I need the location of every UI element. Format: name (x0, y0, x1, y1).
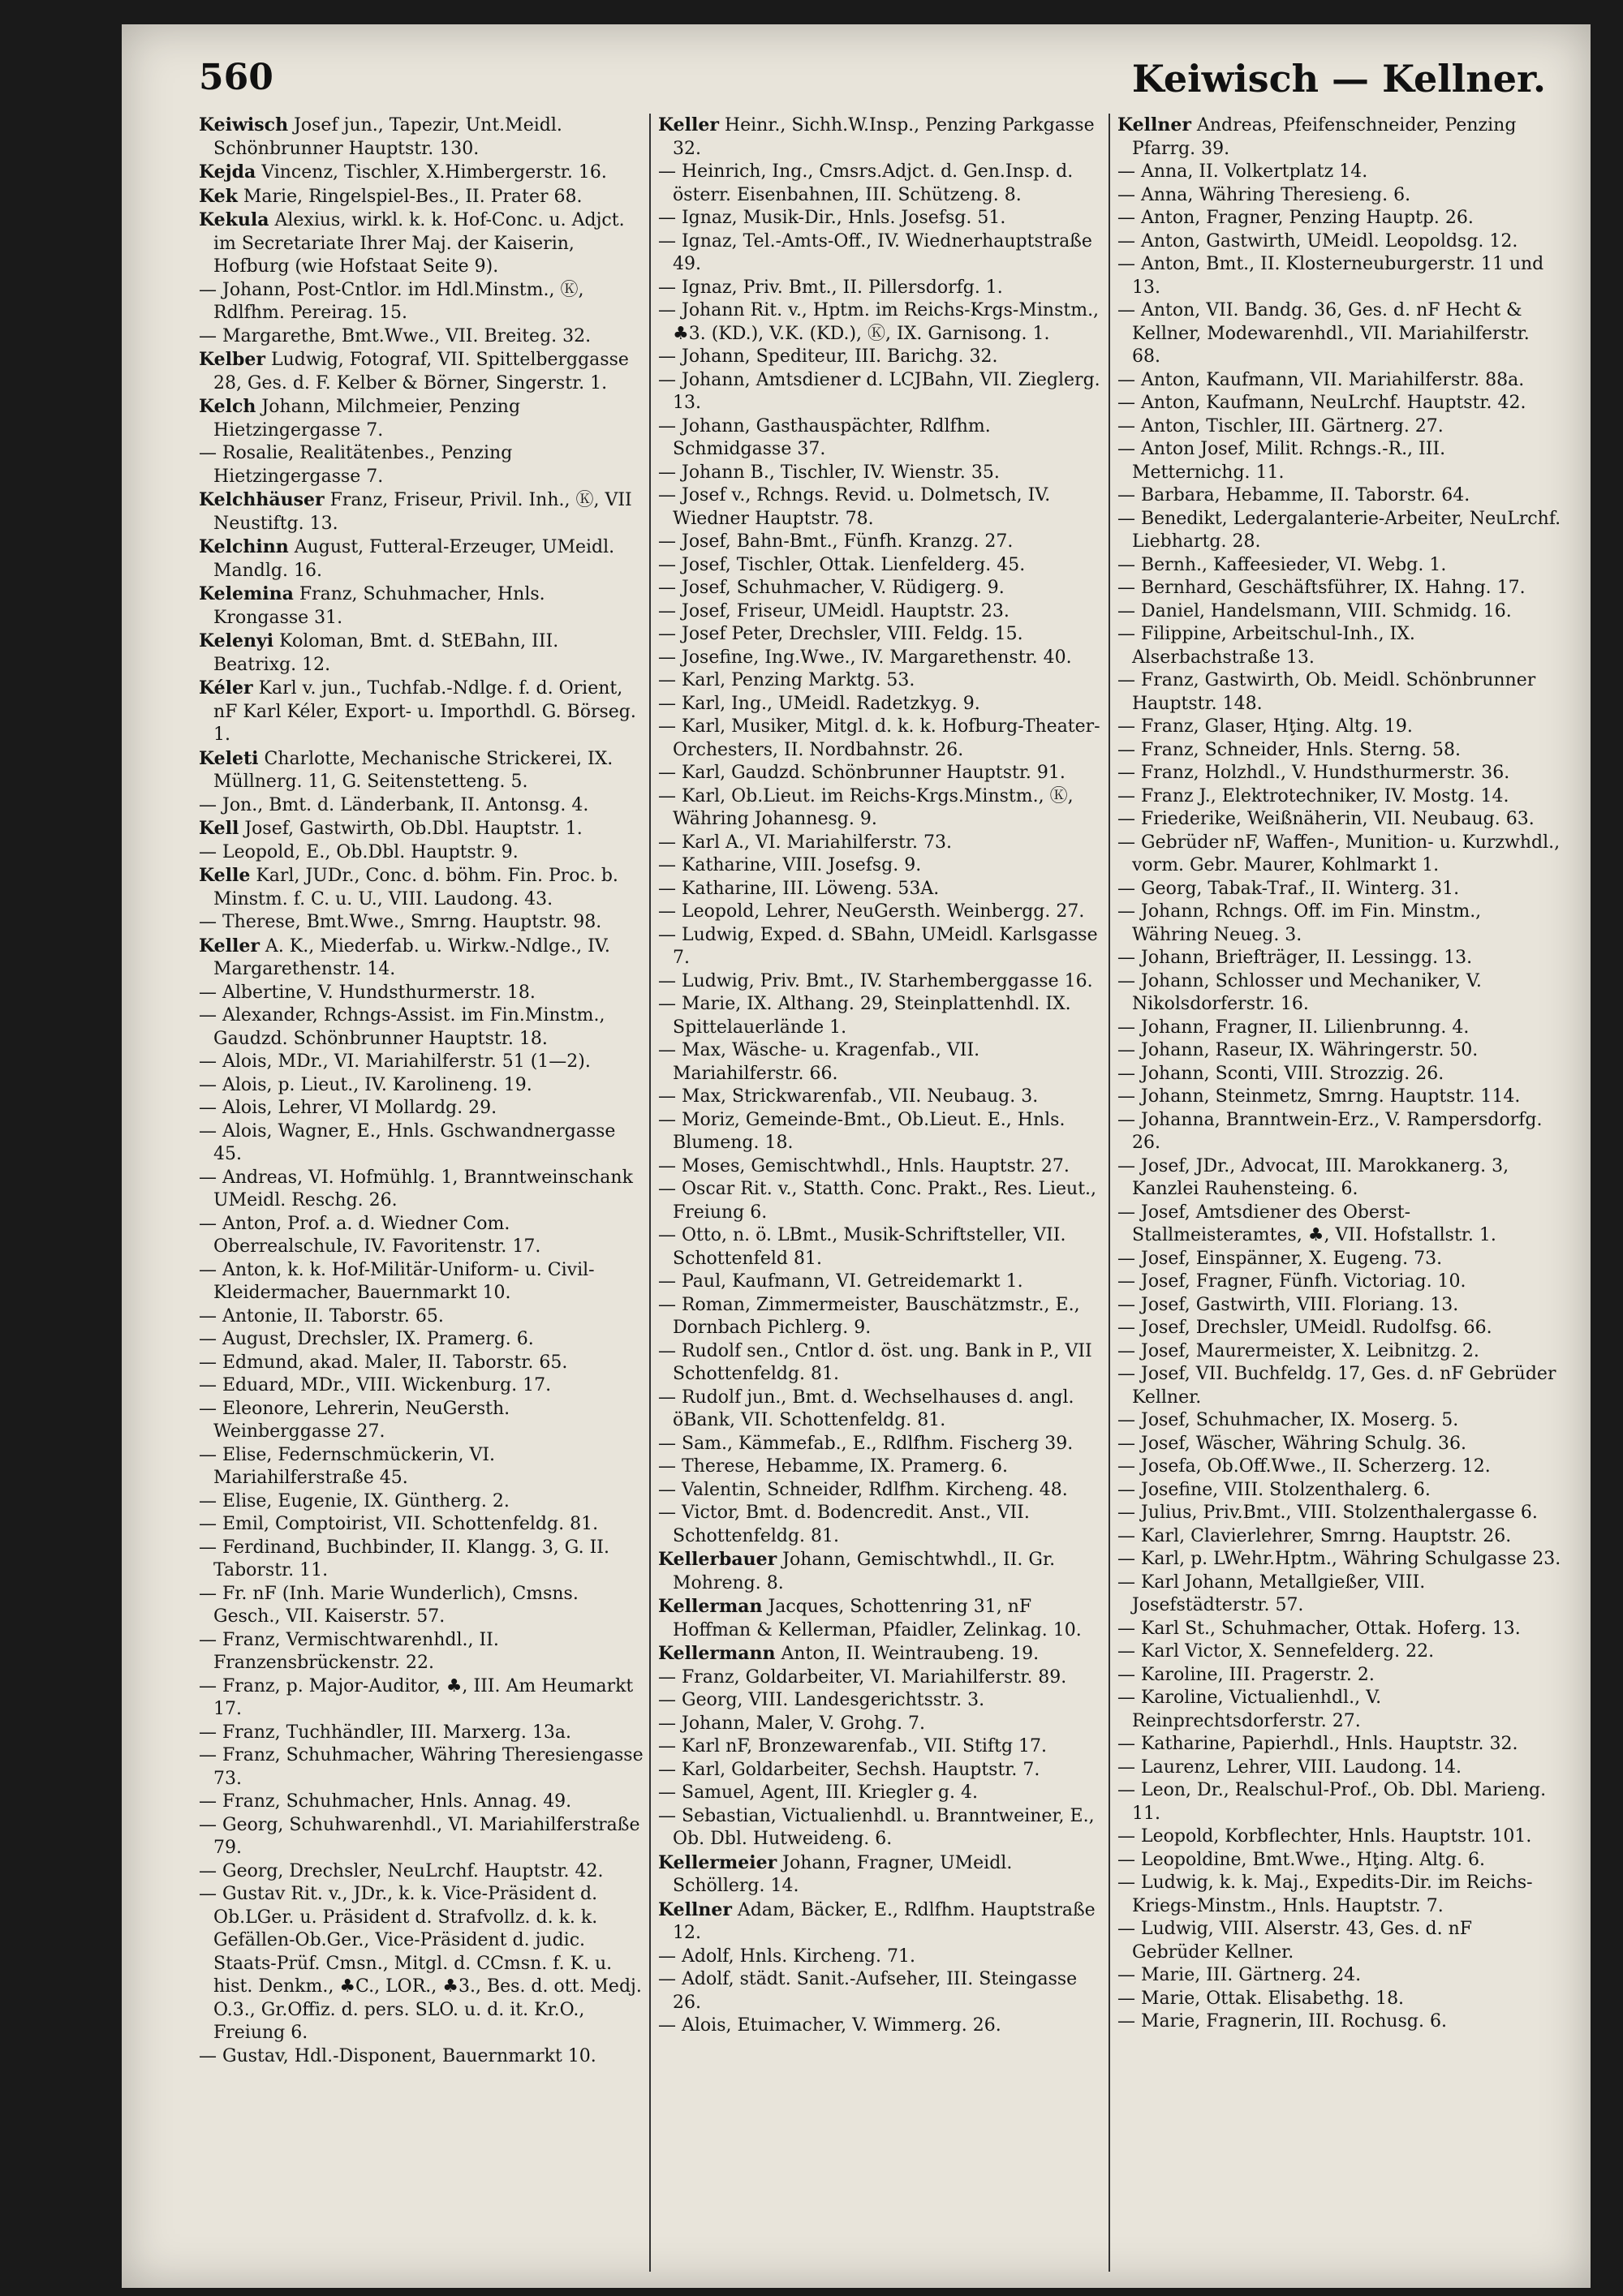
directory-entry: Kellermann Anton, II. Weintraubeng. 19. (658, 1643, 1040, 1664)
directory-entry: — Franz, p. Major-Auditor, ♣, III. Am Heumarkt 17. (199, 1675, 634, 1719)
directory-entry: — Moses, Gemischtwhdl., Hnls. Hauptstr. 27. (658, 1155, 1070, 1176)
directory-entry: — Anton, k. k. Hof-Militär-Uniform- u. Civil-Kleidermacher, Bauernmarkt 10. (199, 1259, 595, 1303)
directory-entry: — Rosalie, Realitätenbes., Penzing Hietzingergasse 7. (199, 443, 513, 487)
directory-entry: Keiwisch Josef jun., Tapezir, Unt.Meidl. Schönbrunner Hauptstr. 130. (199, 114, 562, 159)
directory-entry: — Johann Rit. v., Hptm. im Reichs-Krgs-Minstm., ♣3. (KD.), V.K. (KD.), Ⓚ, IX. Garnisong. 1. (658, 300, 1100, 344)
directory-entry: — Anton, Kaufmann, VII. Mariahilferstr. 88a. (1117, 369, 1525, 390)
directory-entry: — Josef, Amtsdiener des Oberst-Stallmeisteramtes, ♣, VII. Hofstallstr. 1. (1117, 1202, 1496, 1245)
directory-entry: — Karl nF, Bronzewarenfab., VII. Stiftg 17. (658, 1736, 1048, 1756)
directory-entry: — Franz J., Elektrotechniker, IV. Mostg. 14. (1117, 785, 1509, 806)
directory-entry: — Ludwig, VIII. Alserstr. 43, Ges. d. nF Gebrüder Kellner. (1117, 1919, 1473, 1963)
directory-entry: — Karl, Penzing Marktg. 53. (658, 670, 915, 690)
directory-entry: Keleti Charlotte, Mechanische Strickerei, IX. Müllnerg. 11, G. Seitenstetteng. 5. (199, 747, 613, 792)
directory-entry: — Josef, Wäscher, Währing Schulg. 36. (1117, 1433, 1467, 1454)
directory-entry: — Barbara, Hebamme, II. Taborstr. 64. (1117, 485, 1470, 505)
directory-entry: — Albertine, V. Hundsthurmerstr. 18. (199, 982, 536, 1003)
directory-entry: — Moriz, Gemeinde-Bmt., Ob.Lieut. E., Hnls. Blumeng. 18. (658, 1109, 1065, 1153)
directory-entry: — Johann, Amtsdiener d. LCJBahn, VII. Zieglerg. 13. (658, 369, 1100, 413)
directory-entry: — Karl, Goldarbeiter, Sechsh. Hauptstr. 7. (658, 1759, 1040, 1780)
directory-entry: — Laurenz, Lehrer, VIII. Laudong. 14. (1117, 1756, 1462, 1778)
directory-entry: — Elise, Eugenie, IX. Güntherg. 2. (199, 1490, 510, 1511)
directory-entry: — Karl, Musiker, Mitgl. d. k. k. Hofburg-Theater-Orchesters, II. Nordbahnstr. 26. (658, 716, 1100, 760)
directory-entry: — Georg, Tabak-Traf., II. Winterg. 31. (1117, 878, 1460, 899)
directory-entry: Kell Josef, Gastwirth, Ob.Dbl. Hauptstr. 1. (199, 818, 583, 839)
directory-entry: — Anton, Prof. a. d. Wiedner Com. Oberrealschule, IV. Favoritenstr. 17. (199, 1213, 541, 1257)
directory-entry: — Oscar Rit. v., Statth. Conc. Prakt., Res. Lieut., Freiung 6. (658, 1179, 1097, 1223)
directory-entry: — Edmund, akad. Maler, II. Taborstr. 65. (199, 1352, 568, 1373)
directory-entry: — Karl, Ob.Lieut. im Reichs-Krgs.Minstm., Ⓚ, Währing Johannesg. 9. (658, 785, 1074, 829)
directory-entry: — Alois, MDr., VI. Mariahilferstr. 51 (1—2). (199, 1051, 591, 1072)
directory-entry: — Josef Peter, Drechsler, VIII. Feldg. 15. (658, 624, 1023, 644)
directory-entry: — Josefa, Ob.Off.Wwe., II. Scherzerg. 12. (1117, 1456, 1491, 1477)
directory-entry: — Johann, Fragner, II. Lilienbrunng. 4. (1117, 1017, 1470, 1038)
directory-entry: — August, Drechsler, IX. Pramerg. 6. (199, 1329, 534, 1349)
directory-entry: — Elise, Federnschmückerin, VI. Mariahilferstraße 45. (199, 1444, 496, 1488)
directory-entry: — Josef, JDr., Advocat, III. Marokkanerg. 3, Kanzlei Rauhensteing. 6. (1117, 1155, 1509, 1199)
directory-entry: — Josefine, VIII. Stolzenthalerg. 6. (1117, 1479, 1431, 1500)
directory-entry: — Ludwig, Exped. d. SBahn, UMeidl. Karlsgasse 7. (658, 924, 1098, 968)
directory-entry: — Franz, Schuhmacher, Währing Theresiengasse 73. (199, 1745, 644, 1789)
directory-entry: — Franz, Gastwirth, Ob. Meidl. Schönbrunner Hauptstr. 148. (1117, 670, 1536, 714)
directory-entry: — Alois, p. Lieut., IV. Karolineng. 19. (199, 1074, 532, 1095)
directory-entry: — Anna, Währing Theresieng. 6. (1117, 184, 1411, 205)
directory-entry: — Marie, III. Gärtnerg. 24. (1117, 1965, 1362, 1985)
directory-entry: Kellerbauer Johann, Gemischtwhdl., II. Gr. Mohreng. 8. (658, 1549, 1056, 1593)
directory-entry: — Anna, II. Volkertplatz 14. (1117, 161, 1368, 182)
directory-entry: — Leopoldine, Bmt.Wwe., Hţing. Altg. 6. (1117, 1849, 1485, 1870)
directory-entry: — Josef, Schuhmacher, V. Rüdigerg. 9. (658, 578, 1005, 598)
directory-entry: — Johann, Briefträger, II. Lessingg. 13. (1117, 948, 1473, 968)
directory-entry: — Karl A., VI. Mariahilferstr. 73. (658, 832, 952, 853)
directory-entry: — Katharine, III. Löweng. 53A. (658, 878, 940, 899)
directory-entry: — Johann, Raseur, IX. Währingerstr. 50. (1117, 1040, 1479, 1060)
running-head: Keiwisch — Kellner. (1131, 57, 1546, 101)
directory-entry: — Katharine, Papierhdl., Hnls. Hauptstr. 32. (1117, 1734, 1518, 1754)
directory-entry: — Georg, VIII. Landesgerichtsstr. 3. (658, 1690, 985, 1710)
directory-entry: — Johann B., Tischler, IV. Wienstr. 35. (658, 462, 1000, 483)
directory-entry: — Leopold, Lehrer, NeuGersth. Weinbergg. 27. (658, 901, 1085, 922)
directory-entry: — Therese, Hebamme, IX. Pramerg. 6. (658, 1456, 1009, 1477)
directory-entry: — Franz, Vermischtwarenhdl., II. Franzensbrückenstr. 22. (199, 1629, 499, 1673)
directory-entry: Kek Marie, Ringelspiel-Bes., II. Prater 68. (199, 185, 583, 207)
directory-entry: — Johann, Gasthauspächter, Rdlfhm. Schmidgasse 37. (658, 415, 991, 459)
entry-columns (199, 114, 1562, 2272)
directory-entry: — Marie, IX. Althang. 29, Steinplattenhdl. IX. Spittelauerlände 1. (658, 994, 1071, 1038)
directory-entry: — Johann, Maler, V. Grohg. 7. (658, 1713, 926, 1734)
directory-entry: — Ignaz, Tel.-Amts-Off., IV. Wiednerhauptstraße 49. (658, 230, 1092, 274)
directory-entry: — Daniel, Handelsmann, VIII. Schmidg. 16. (1117, 600, 1512, 621)
directory-entry: — Karl Johann, Metallgießer, VIII. Josefstädterstr. 57. (1117, 1572, 1426, 1615)
directory-entry: — Anton Josef, Milit. Rchngs.-R., III. Metternichg. 11. (1117, 439, 1446, 483)
directory-entry: — Friederike, Weißnäherin, VII. Neubaug. 63. (1117, 809, 1535, 829)
directory-entry: Keller Heinr., Sichh.W.Insp., Penzing Parkgasse 32. (658, 114, 1095, 159)
directory-entry: — Anton, Tischler, III. Gärtnerg. 27. (1117, 415, 1444, 436)
directory-entry: — Paul, Kaufmann, VI. Getreidemarkt 1. (658, 1271, 1023, 1292)
directory-entry: — Antonie, II. Taborstr. 65. (199, 1305, 444, 1326)
directory-entry: — Heinrich, Ing., Cmsrs.Adjct. d. Gen.Insp. d. österr. Eisenbahnen, III. Schützeng. 8. (658, 161, 1074, 205)
directory-entry: — Franz, Holzhdl., V. Hundsthurmerstr. 36. (1117, 763, 1510, 783)
directory-entry: — Josef, Maurermeister, X. Leibnitzg. 2. (1117, 1340, 1479, 1361)
column-divider (1109, 114, 1110, 2272)
directory-entry: — Franz, Tuchhändler, III. Marxerg. 13a. (199, 1722, 571, 1743)
directory-entry: — Filippine, Arbeitschul-Inh., IX. Alserbachstraße 13. (1117, 624, 1415, 668)
directory-entry: — Franz, Glaser, Hţing. Altg. 19. (1117, 716, 1413, 737)
directory-entry: — Josef, Fragner, Fünfh. Victoriag. 10. (1117, 1271, 1466, 1292)
directory-entry: — Josef, Schuhmacher, IX. Moserg. 5. (1117, 1410, 1459, 1430)
directory-entry: — Ignaz, Musik-Dir., Hnls. Josefsg. 51. (658, 208, 1006, 228)
column-3 (1117, 114, 1562, 2272)
directory-entry: Kelenyi Koloman, Bmt. d. StEBahn, III. Beatrixg. 12. (199, 630, 559, 675)
directory-entry: — Marie, Ottak. Elisabethg. 18. (1117, 1988, 1405, 2009)
directory-entry: — Max, Wäsche- u. Kragenfab., VII. Mariahilferstr. 66. (658, 1040, 980, 1084)
directory-entry: — Alois, Etuimacher, V. Wimmerg. 26. (658, 2015, 1001, 2036)
page-header (199, 57, 1562, 114)
directory-entry: — Andreas, VI. Hofmühlg. 1, Branntweinschank UMeidl. Reschg. 26. (199, 1167, 633, 1210)
directory-entry: — Franz, Schuhmacher, Hnls. Annag. 49. (199, 1791, 572, 1812)
directory-entry: — Josef, Gastwirth, VIII. Floriang. 13. (1117, 1294, 1459, 1315)
directory-entry: — Josef, Drechsler, UMeidl. Rudolfsg. 66. (1117, 1318, 1492, 1338)
directory-entry: — Johann, Schlosser und Mechaniker, V. Nikolsdorferstr. 16. (1117, 970, 1482, 1014)
directory-entry: — Anton, VII. Bandg. 36, Ges. d. nF Hecht & Kellner, Modewarenhdl., VII. Mariahilferstr. 68. (1117, 300, 1530, 367)
directory-entry: — Johanna, Branntwein-Erz., V. Rampersdorfg. 26. (1117, 1109, 1543, 1153)
directory-entry: — Josef, VII. Buchfeldg. 17, Ges. d. nF Gebrüder Kellner. (1117, 1364, 1556, 1408)
directory-entry: — Ludwig, Priv. Bmt., IV. Starhemberggasse 16. (658, 970, 1093, 991)
directory-page (122, 24, 1591, 2288)
directory-entry: — Ludwig, k. k. Maj., Expedits-Dir. im Reichs-Kriegs-Minstm., Hnls. Hauptstr. 7. (1117, 1872, 1533, 1916)
directory-entry: — Roman, Zimmermeister, Bauschätzmstr., E., Dornbach Pichlerg. 9. (658, 1294, 1080, 1338)
directory-entry: Keller A. K., Miederfab. u. Wirkw.-Ndlge., IV. Margarethenstr. 14. (199, 935, 610, 979)
directory-entry: — Karoline, III. Pragerstr. 2. (1117, 1664, 1375, 1685)
directory-entry: — Jon., Bmt. d. Länderbank, II. Antonsg. 4. (199, 794, 589, 815)
directory-entry: — Karl Victor, X. Sennefelderg. 22. (1117, 1641, 1435, 1662)
directory-entry: Kelchinn August, Futteral-Erzeuger, UMeidl. Mandlg. 16. (199, 536, 615, 581)
directory-entry: — Otto, n. ö. LBmt., Musik-Schriftsteller, VII. Schottenfeld 81. (658, 1225, 1066, 1269)
directory-entry: — Leopold, Korbflechter, Hnls. Hauptstr. 101. (1117, 1826, 1532, 1847)
directory-entry: — Johann, Steinmetz, Smrng. Hauptstr. 114. (1117, 1086, 1521, 1107)
directory-entry: — Karoline, Victualienhdl., V. Reinprechtsdorferstr. 27. (1117, 1688, 1382, 1731)
directory-entry: Kelber Ludwig, Fotograf, VII. Spittelberggasse 28, Ges. d. F. Kelber & Börner, Singerstr. 1. (199, 349, 629, 393)
directory-entry: — Karl, Clavierlehrer, Smrng. Hauptstr. 26. (1117, 1525, 1512, 1546)
column-2 (658, 114, 1103, 2272)
directory-entry: — Bernhard, Geschäftsführer, IX. Hahng. 17. (1117, 578, 1526, 598)
directory-entry: — Katharine, VIII. Josefsg. 9. (658, 855, 922, 875)
directory-entry: — Alois, Lehrer, VI Mollardg. 29. (199, 1098, 497, 1118)
directory-entry: — Josef, Tischler, Ottak. Lienfelderg. 45. (658, 554, 1026, 575)
directory-entry: — Anton, Gastwirth, UMeidl. Leopoldsg. 12. (1117, 230, 1518, 252)
directory-entry: — Max, Strickwarenfab., VII. Neubaug. 3. (658, 1086, 1039, 1107)
directory-entry: — Leon, Dr., Realschul-Prof., Ob. Dbl. Marieng. 11. (1117, 1780, 1547, 1824)
directory-entry: Kejda Vincenz, Tischler, X.Himbergerstr. 16. (199, 161, 607, 183)
directory-entry: — Eleonore, Lehrerin, NeuGersth. Weinberggasse 27. (199, 1398, 510, 1442)
directory-entry: — Gustav Rit. v., JDr., k. k. Vice-Präsident d. Ob.LGer. u. Präsident d. Strafvollz. d. k. k. Gefällen-Ob.Ger., Vice-Präsident d. judic. Staats-Prüf. Cmsn., Mitgl. d. CCmsn. f. K. u. hist. Denkm., ♣C., LOR., ♣3., Bes. d. ott. Medj. O.3., Gr.Offiz. d. pers. SLO. u. d. it. Kr.O., Freiung 6. (199, 1884, 642, 2043)
directory-entry: — Bernh., Kaffeesieder, VI. Webg. 1. (1117, 554, 1447, 575)
directory-entry: — Adolf, Hnls. Kircheng. 71. (658, 1946, 915, 1967)
page-number: 560 (199, 57, 273, 98)
directory-entry: — Josefine, Ing.Wwe., IV. Margarethenstr. 40. (658, 647, 1072, 668)
directory-entry: — Julius, Priv.Bmt., VIII. Stolzenthalergasse 6. (1117, 1503, 1538, 1523)
directory-entry: — Alexander, Rchngs-Assist. im Fin.Minstm., Gaudzd. Schönbrunner Hauptstr. 18. (199, 1005, 605, 1049)
directory-entry: — Alois, Wagner, E., Hnls. Gschwandnergasse 45. (199, 1120, 616, 1164)
directory-entry: — Sebastian, Victualienhdl. u. Branntweiner, E., Ob. Dbl. Hutweideng. 6. (658, 1805, 1095, 1849)
directory-entry: Kelemina Franz, Schuhmacher, Hnls. Krongasse 31. (199, 583, 545, 628)
directory-entry: — Franz, Schneider, Hnls. Sterng. 58. (1117, 739, 1461, 760)
directory-entry: — Gebrüder nF, Waffen-, Munition- u. Kurzwhdl., vorm. Gebr. Maurer, Kohlmarkt 1. (1117, 832, 1561, 875)
directory-entry: — Emil, Comptoirist, VII. Schottenfeldg. 81. (199, 1514, 599, 1534)
directory-entry: — Karl, p. LWehr.Hptm., Währing Schulgasse 23. (1117, 1549, 1561, 1569)
directory-entry: — Adolf, städt. Sanit.-Aufseher, III. Steingasse 26. (658, 1969, 1078, 2013)
directory-entry: — Johann, Sconti, VIII. Strozzig. 26. (1117, 1063, 1444, 1084)
directory-entry: — Georg, Drechsler, NeuLrchf. Hauptstr. 42. (199, 1860, 604, 1881)
directory-entry: — Fr. nF (Inh. Marie Wunderlich), Cmsns. Gesch., VII. Kaiserstr. 57. (199, 1583, 579, 1627)
directory-entry: — Karl St., Schuhmacher, Ottak. Hoferg. 13. (1117, 1618, 1521, 1639)
directory-entry: — Samuel, Agent, III. Kriegler g. 4. (658, 1782, 979, 1803)
directory-entry: — Karl, Ing., UMeidl. Radetzkyg. 9. (658, 693, 980, 714)
directory-entry: Kellner Adam, Bäcker, E., Rdlfhm. Hauptstraße 12. (658, 1898, 1096, 1943)
directory-entry: Kellermeier Johann, Fragner, UMeidl. Schöllerg. 14. (658, 1851, 1013, 1896)
directory-entry: — Johann, Spediteur, III. Barichg. 32. (658, 346, 998, 367)
directory-entry: Kelch Johann, Milchmeier, Penzing Hietzingergasse 7. (199, 396, 521, 441)
directory-entry: — Georg, Schuhwarenhdl., VI. Mariahilferstraße 79. (199, 1814, 640, 1858)
directory-entry: — Leopold, E., Ob.Dbl. Hauptstr. 9. (199, 841, 519, 862)
directory-entry: — Therese, Bmt.Wwe., Smrng. Hauptstr. 98. (199, 912, 602, 932)
directory-entry: — Victor, Bmt. d. Bodencredit. Anst., VII. Schottenfeldg. 81. (658, 1503, 1030, 1546)
directory-entry: — Rudolf sen., Cntlor d. öst. ung. Bank in P., VII Schottenfeldg. 81. (658, 1340, 1092, 1384)
directory-entry: — Benedikt, Ledergalanterie-Arbeiter, NeuLrchf. Liebhartg. 28. (1117, 508, 1561, 552)
directory-entry: — Anton, Bmt., II. Klosterneuburgerstr. 11 und 13. (1117, 254, 1544, 298)
directory-entry: — Rudolf jun., Bmt. d. Wechselhauses d. angl. öBank, VII. Schottenfeldg. 81. (658, 1387, 1074, 1430)
directory-entry: Kellerman Jacques, Schottenring 31, nF Hoffman & Kellerman, Pfaidler, Zelinkag. 10. (658, 1596, 1082, 1640)
directory-entry: — Karl, Gaudzd. Schönbrunner Hauptstr. 91. (658, 763, 1065, 783)
directory-entry: — Josef, Bahn-Bmt., Fünfh. Kranzg. 27. (658, 531, 1014, 552)
directory-entry: — Margarethe, Bmt.Wwe., VII. Breiteg. 32. (199, 325, 592, 346)
directory-entry: Kellner Andreas, Pfeifenschneider, Penzing Pfarrg. 39. (1117, 114, 1517, 159)
directory-entry: — Josef, Friseur, UMeidl. Hauptstr. 23. (658, 600, 1010, 621)
directory-entry: — Sam., Kämmefab., E., Rdlfhm. Fischerg 39. (658, 1433, 1074, 1454)
column-1 (199, 114, 644, 2272)
directory-entry: — Ferdinand, Buchbinder, II. Klangg. 3, G. II. Taborstr. 11. (199, 1537, 609, 1580)
directory-entry: — Ignaz, Priv. Bmt., II. Pillersdorfg. 1. (658, 277, 1003, 298)
directory-entry: — Johann, Post-Cntlor. im Hdl.Minstm., Ⓚ, Rdlfhm. Pereirag. 15. (199, 279, 584, 323)
column-divider (649, 114, 651, 2272)
directory-entry: — Johann, Rchngs. Off. im Fin. Minstm., Währing Neueg. 3. (1117, 901, 1482, 945)
directory-entry: — Josef, Einspänner, X. Eugeng. 73. (1117, 1248, 1443, 1269)
directory-entry: — Gustav, Hdl.-Disponent, Bauernmarkt 10. (199, 2045, 596, 2066)
directory-entry: — Anton, Fragner, Penzing Hauptp. 26. (1117, 208, 1474, 228)
directory-entry: — Josef v., Rchngs. Revid. u. Dolmetsch, IV. Wiedner Hauptstr. 78. (658, 485, 1051, 529)
directory-entry: — Valentin, Schneider, Rdlfhm. Kircheng. 48. (658, 1479, 1068, 1500)
directory-entry: Kelchhäuser Franz, Friseur, Privil. Inh., Ⓚ, VII Neustiftg. 13. (199, 489, 632, 534)
directory-entry: — Franz, Goldarbeiter, VI. Mariahilferstr. 89. (658, 1666, 1067, 1688)
directory-entry: — Anton, Kaufmann, NeuLrchf. Hauptstr. 42. (1117, 393, 1526, 413)
directory-entry: Kelle Karl, JUDr., Conc. d. böhm. Fin. Proc. b. Minstm. f. C. u. U., VIII. Laudong. 43. (199, 865, 618, 909)
directory-entry: — Marie, Fragnerin, III. Rochusg. 6. (1117, 2011, 1447, 2032)
directory-entry: — Eduard, MDr., VIII. Wickenburg. 17. (199, 1375, 552, 1395)
directory-entry: Kéler Karl v. jun., Tuchfab.-Ndlge. f. d. Orient, nF Karl Kéler, Export- u. Importhdl. G. Börseg. 1. (199, 677, 636, 745)
directory-entry: Kekula Alexius, wirkl. k. k. Hof-Conc. u. Adjct. im Secretariate Ihrer Maj. der Kaiserin, Hofburg (wie Hofstaat Seite 9). (199, 209, 625, 277)
